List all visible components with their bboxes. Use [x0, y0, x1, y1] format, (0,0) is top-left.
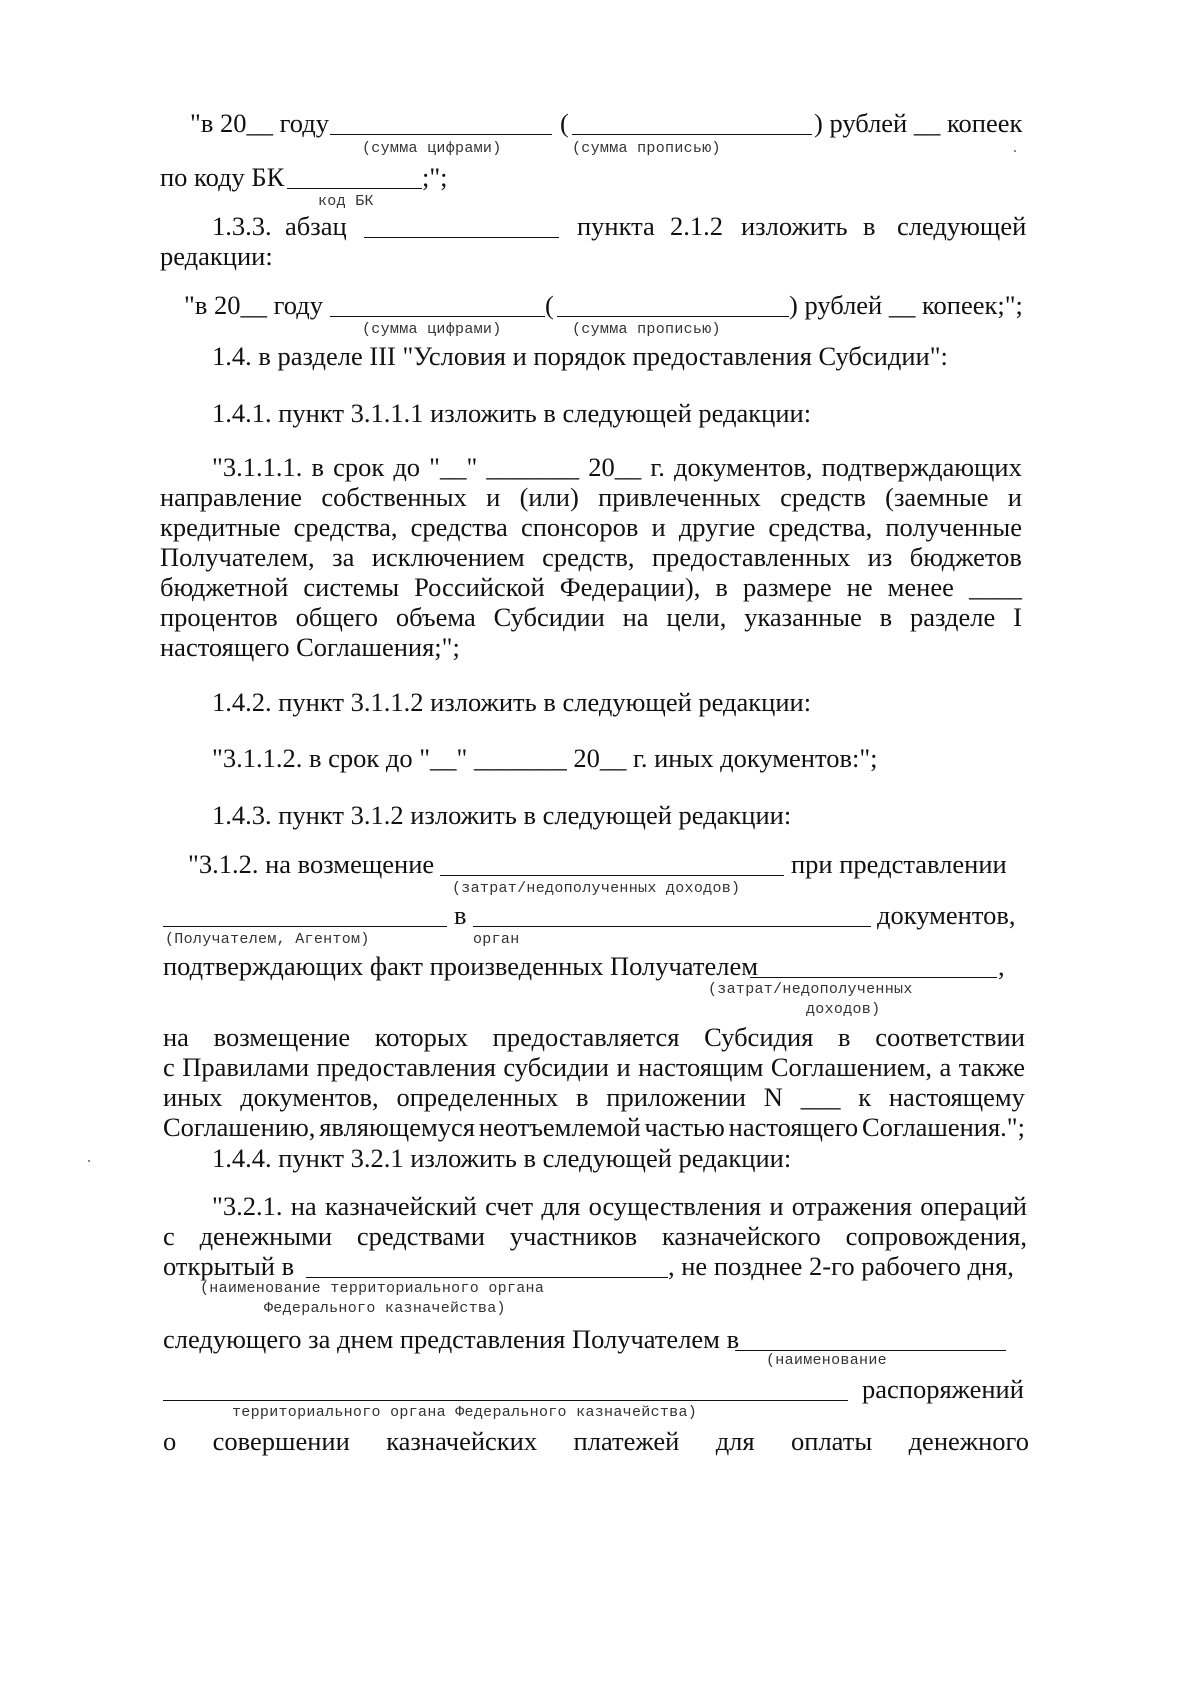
p312-line-c-start: подтверждающих факт произведенных Получателем	[163, 951, 758, 981]
p312-line-a-start: "3.1.2. на возмещение	[188, 849, 435, 879]
caption-organ: орган	[473, 931, 520, 948]
p133-w5: в	[863, 211, 876, 241]
blank-organ[interactable]	[473, 926, 871, 927]
p133-end: редакции:	[160, 241, 273, 271]
blank-bk-code[interactable]	[287, 188, 422, 189]
p321-line-3: следующего за днем представления Получателем в	[163, 1324, 740, 1354]
caption-costs-type-2a: (затрат/недополученных	[708, 981, 913, 998]
blank-sum-digits-1[interactable]	[330, 134, 552, 135]
p3112: "3.1.1.2. в срок до "__" _______ 20__ г. иных документов:";	[212, 743, 878, 773]
p312-line-b-end: документов,	[877, 900, 1016, 930]
blank-name-2[interactable]	[163, 1400, 848, 1401]
line-bk-code-start: по коду БК	[160, 162, 285, 192]
p133-w1: абзац	[285, 211, 347, 241]
caption-sum-words-2: (сумма прописью)	[572, 321, 721, 338]
line-year-sum-1-start: "в 20__ году	[190, 108, 330, 138]
heading-1-4-2: 1.4.2. пункт 3.1.1.2 изложить в следующей редакции:	[212, 687, 812, 717]
p312-line-c-end: ,	[998, 951, 1005, 981]
blank-costs-type-2[interactable]	[750, 977, 997, 978]
blank-name-1[interactable]	[735, 1350, 1006, 1351]
p133-w6: следующей	[897, 211, 1027, 241]
blank-costs-type[interactable]	[440, 875, 784, 876]
blank-paragraph-number[interactable]	[364, 237, 559, 238]
p3111-line-4: бюджетной системы Российской Федерации), в размере не менее ____	[160, 572, 1022, 602]
line-bk-code-end: ;";	[422, 162, 448, 192]
p321-line-1: с денежными средствами участников казначейского сопровождения,	[163, 1221, 1027, 1251]
p133-w2: пункта	[577, 211, 655, 241]
caption-treasury-organ-2: Федерального казначейства)	[264, 1300, 506, 1317]
p3111-end: настоящего Соглашения;";	[160, 632, 460, 662]
caption-treasury-organ-3: территориального органа Федерального казначейства)	[232, 1404, 698, 1421]
p3111-line-0: "3.1.1.1. в срок до "__" _______ 20__ г. документов, подтверждающих	[212, 452, 1022, 482]
heading-1-4-1: 1.4.1. пункт 3.1.1.1 изложить в следующей редакции:	[212, 398, 812, 428]
caption-sum-digits-2: (сумма цифрами)	[362, 321, 502, 338]
blank-sum-digits-2[interactable]	[330, 316, 545, 317]
blank-sum-words-2[interactable]	[557, 316, 789, 317]
blank-sum-words-1[interactable]	[572, 134, 812, 135]
p321-line-0: "3.2.1. на казначейский счет для осуществления и отражения операций	[212, 1191, 1027, 1221]
line-year-sum-2-start: "в 20__ году	[184, 290, 324, 320]
p312-line-0: на возмещение которых предоставляется Субсидия в соответствии	[163, 1022, 1025, 1052]
line-year-sum-2-paren: (	[545, 290, 554, 320]
p321-line-4-end: распоряжений	[862, 1374, 1024, 1404]
scan-speck	[88, 1160, 90, 1162]
p321-line-2-end: , не позднее 2-го рабочего дня,	[668, 1251, 1014, 1281]
p312-line-b-in: в	[454, 900, 467, 930]
p133-w4: изложить	[741, 211, 848, 241]
p312-line-a-end: при представлении	[791, 849, 1007, 879]
p133-w0: 1.3.3.	[212, 211, 272, 241]
caption-sum-digits-1: (сумма цифрами)	[362, 140, 502, 157]
line-year-sum-2-end: ) рублей __ копеек;";	[789, 290, 1023, 320]
caption-recipient: (Получателем, Агентом)	[165, 931, 370, 948]
p133-w3: 2.1.2	[670, 211, 723, 241]
last-line: о совершении казначейских платежей для оплаты денежного	[163, 1426, 1029, 1456]
p3111-line-1: направление собственных и (или) привлеченных средств (заемные и	[160, 482, 1022, 512]
caption-costs-type-2b: доходов)	[806, 1001, 881, 1018]
caption-sum-words-1: (сумма прописью)	[572, 140, 721, 157]
line-year-sum-1-paren: (	[560, 108, 569, 138]
heading-1-4-4: 1.4.4. пункт 3.2.1 изложить в следующей редакции:	[212, 1143, 792, 1173]
p3111-line-3: Получателем, за исключением средств, предоставленных из бюджетов	[160, 542, 1022, 572]
blank-treasury-organ[interactable]	[306, 1277, 668, 1278]
blank-recipient[interactable]	[163, 926, 447, 927]
caption-costs-type: (затрат/недополученных доходов)	[452, 880, 741, 897]
p321-line-2-start: открытый в	[163, 1251, 295, 1281]
caption-name: (наименование	[766, 1352, 887, 1369]
p312-line-1: с Правилами предоставления субсидии и настоящим Соглашением, а также	[163, 1052, 1025, 1082]
heading-1-4-3: 1.4.3. пункт 3.1.2 изложить в следующей редакции:	[212, 800, 792, 830]
heading-1-4: 1.4. в разделе III "Условия и порядок предоставления Субсидии":	[212, 341, 948, 371]
p312-line-2: иных документов, определенных в приложении N ___ к настоящему	[163, 1082, 1025, 1112]
p312-line-3: Соглашению, являющемуся неотъемлемой частью настоящего Соглашения.";	[163, 1112, 1025, 1142]
caption-bk-code: код БК	[318, 193, 374, 210]
line-year-sum-1-end: ) рублей __ копеек	[814, 108, 1023, 138]
p3111-line-5: процентов общего объема Субсидии на цели, указанные в разделе I	[160, 602, 1022, 632]
scan-speck	[1014, 150, 1016, 152]
caption-treasury-organ-1: (наименование территориального органа	[200, 1280, 545, 1297]
p3111-line-2: кредитные средства, средства спонсоров и другие средства, полученные	[160, 512, 1022, 542]
